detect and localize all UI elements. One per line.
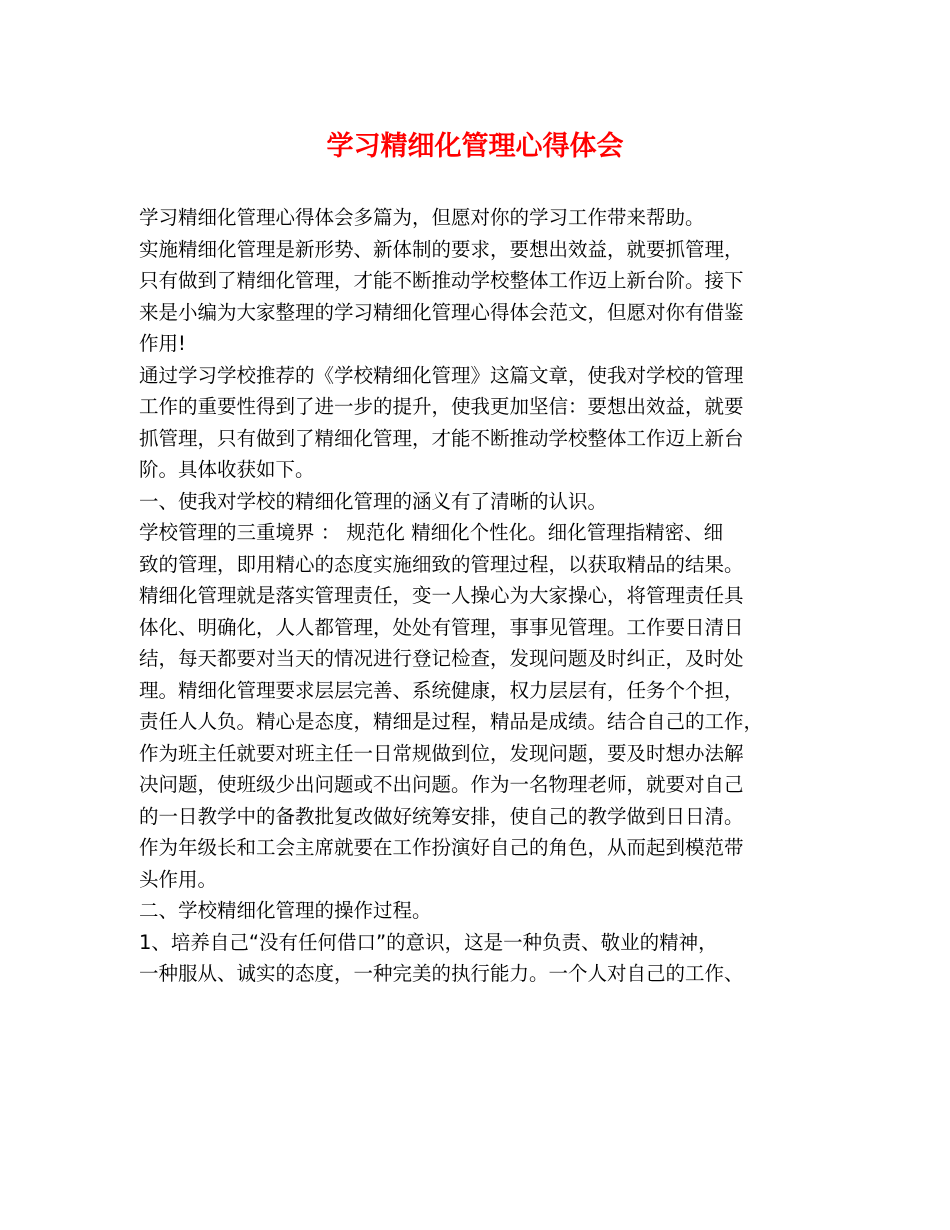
body-line: 通过学习学校推荐的《学校精细化管理》这篇文章，使我对学校的管理 (139, 363, 744, 387)
body-line: 的一日教学中的备教批复改做好统筹安排，使自己的教学做到日日清。 (139, 804, 744, 828)
body-line: 作用! (139, 332, 186, 355)
body-line: 决问题，使班级少出问题或不出问题。作为一名物理老师，就要对自己 (139, 773, 744, 796)
body-line: 阶。具体收获如下。 (139, 458, 315, 481)
body-line: 责任人人负。精心是态度，精细是过程，精品是成绩。结合自己的工作， (139, 710, 764, 733)
body-line: 一种服从、诚实的态度，一种完美的执行能力。一个人对自己的工作、 (139, 962, 744, 985)
body-line: 作为班主任就要对班主任一日常规做到位，发现问题，要及时想办法解 (139, 741, 744, 765)
body-line: 致的管理，即用精心的态度实施细致的管理过程，以获取精品的结果。 (139, 552, 744, 576)
body-line: 工作的重要性得到了进一步的提升，使我更加坚信：要想出效益，就要 (139, 395, 744, 418)
body-line: 来是小编为大家整理的学习精细化管理心得体会范文，但愿对你有借鉴 (139, 300, 744, 324)
body-line: 精细化管理就是落实管理责任，变一人操心为大家操心，将管理责任具 (139, 584, 744, 607)
body-line: 只有做到了精细化管理，才能不断推动学校整体工作迈上新台阶。接下 (139, 269, 744, 292)
body-line: 学习精细化管理心得体会多篇为，但愿对你的学习工作带来帮助。 (139, 206, 705, 229)
body-line: 体化、明确化，人人都管理，处处有管理，事事见管理。工作要日清日 (139, 615, 744, 639)
document-title: 学习精细化管理心得体会 (326, 131, 624, 162)
body-line: 作为年级长和工会主席就要在工作扮演好自己的角色，从而起到模范带 (139, 836, 744, 859)
body-line: 一、使我对学校的精细化管理的涵义有了清晰的认识。 (139, 489, 608, 513)
body-line: 理。精细化管理要求层层完善、系统健康，权力层层有，任务个个担， (139, 678, 744, 702)
body-line: 结，每天都要对当天的情况进行登记检查，发现问题及时纠正，及时处 (139, 647, 744, 670)
document-body (139, 202, 819, 990)
body-line: 实施精细化管理是新形势、新体制的要求，要想出效益，就要抓管理， (139, 237, 744, 261)
body-line: 抓管理，只有做到了精细化管理，才能不断推动学校整体工作迈上新台 (139, 426, 744, 450)
body-line: 头作用。 (139, 867, 218, 891)
body-line: 1、培养自己“没有任何借口”的意识，这是一种负责、敬业的精神， (139, 930, 718, 954)
body-line: 二、学校精细化管理的操作过程。 (139, 899, 432, 922)
body-line: 学校管理的三重境界 ： 规范化 精细化个性化。细化管理指精密、细 (139, 521, 724, 544)
